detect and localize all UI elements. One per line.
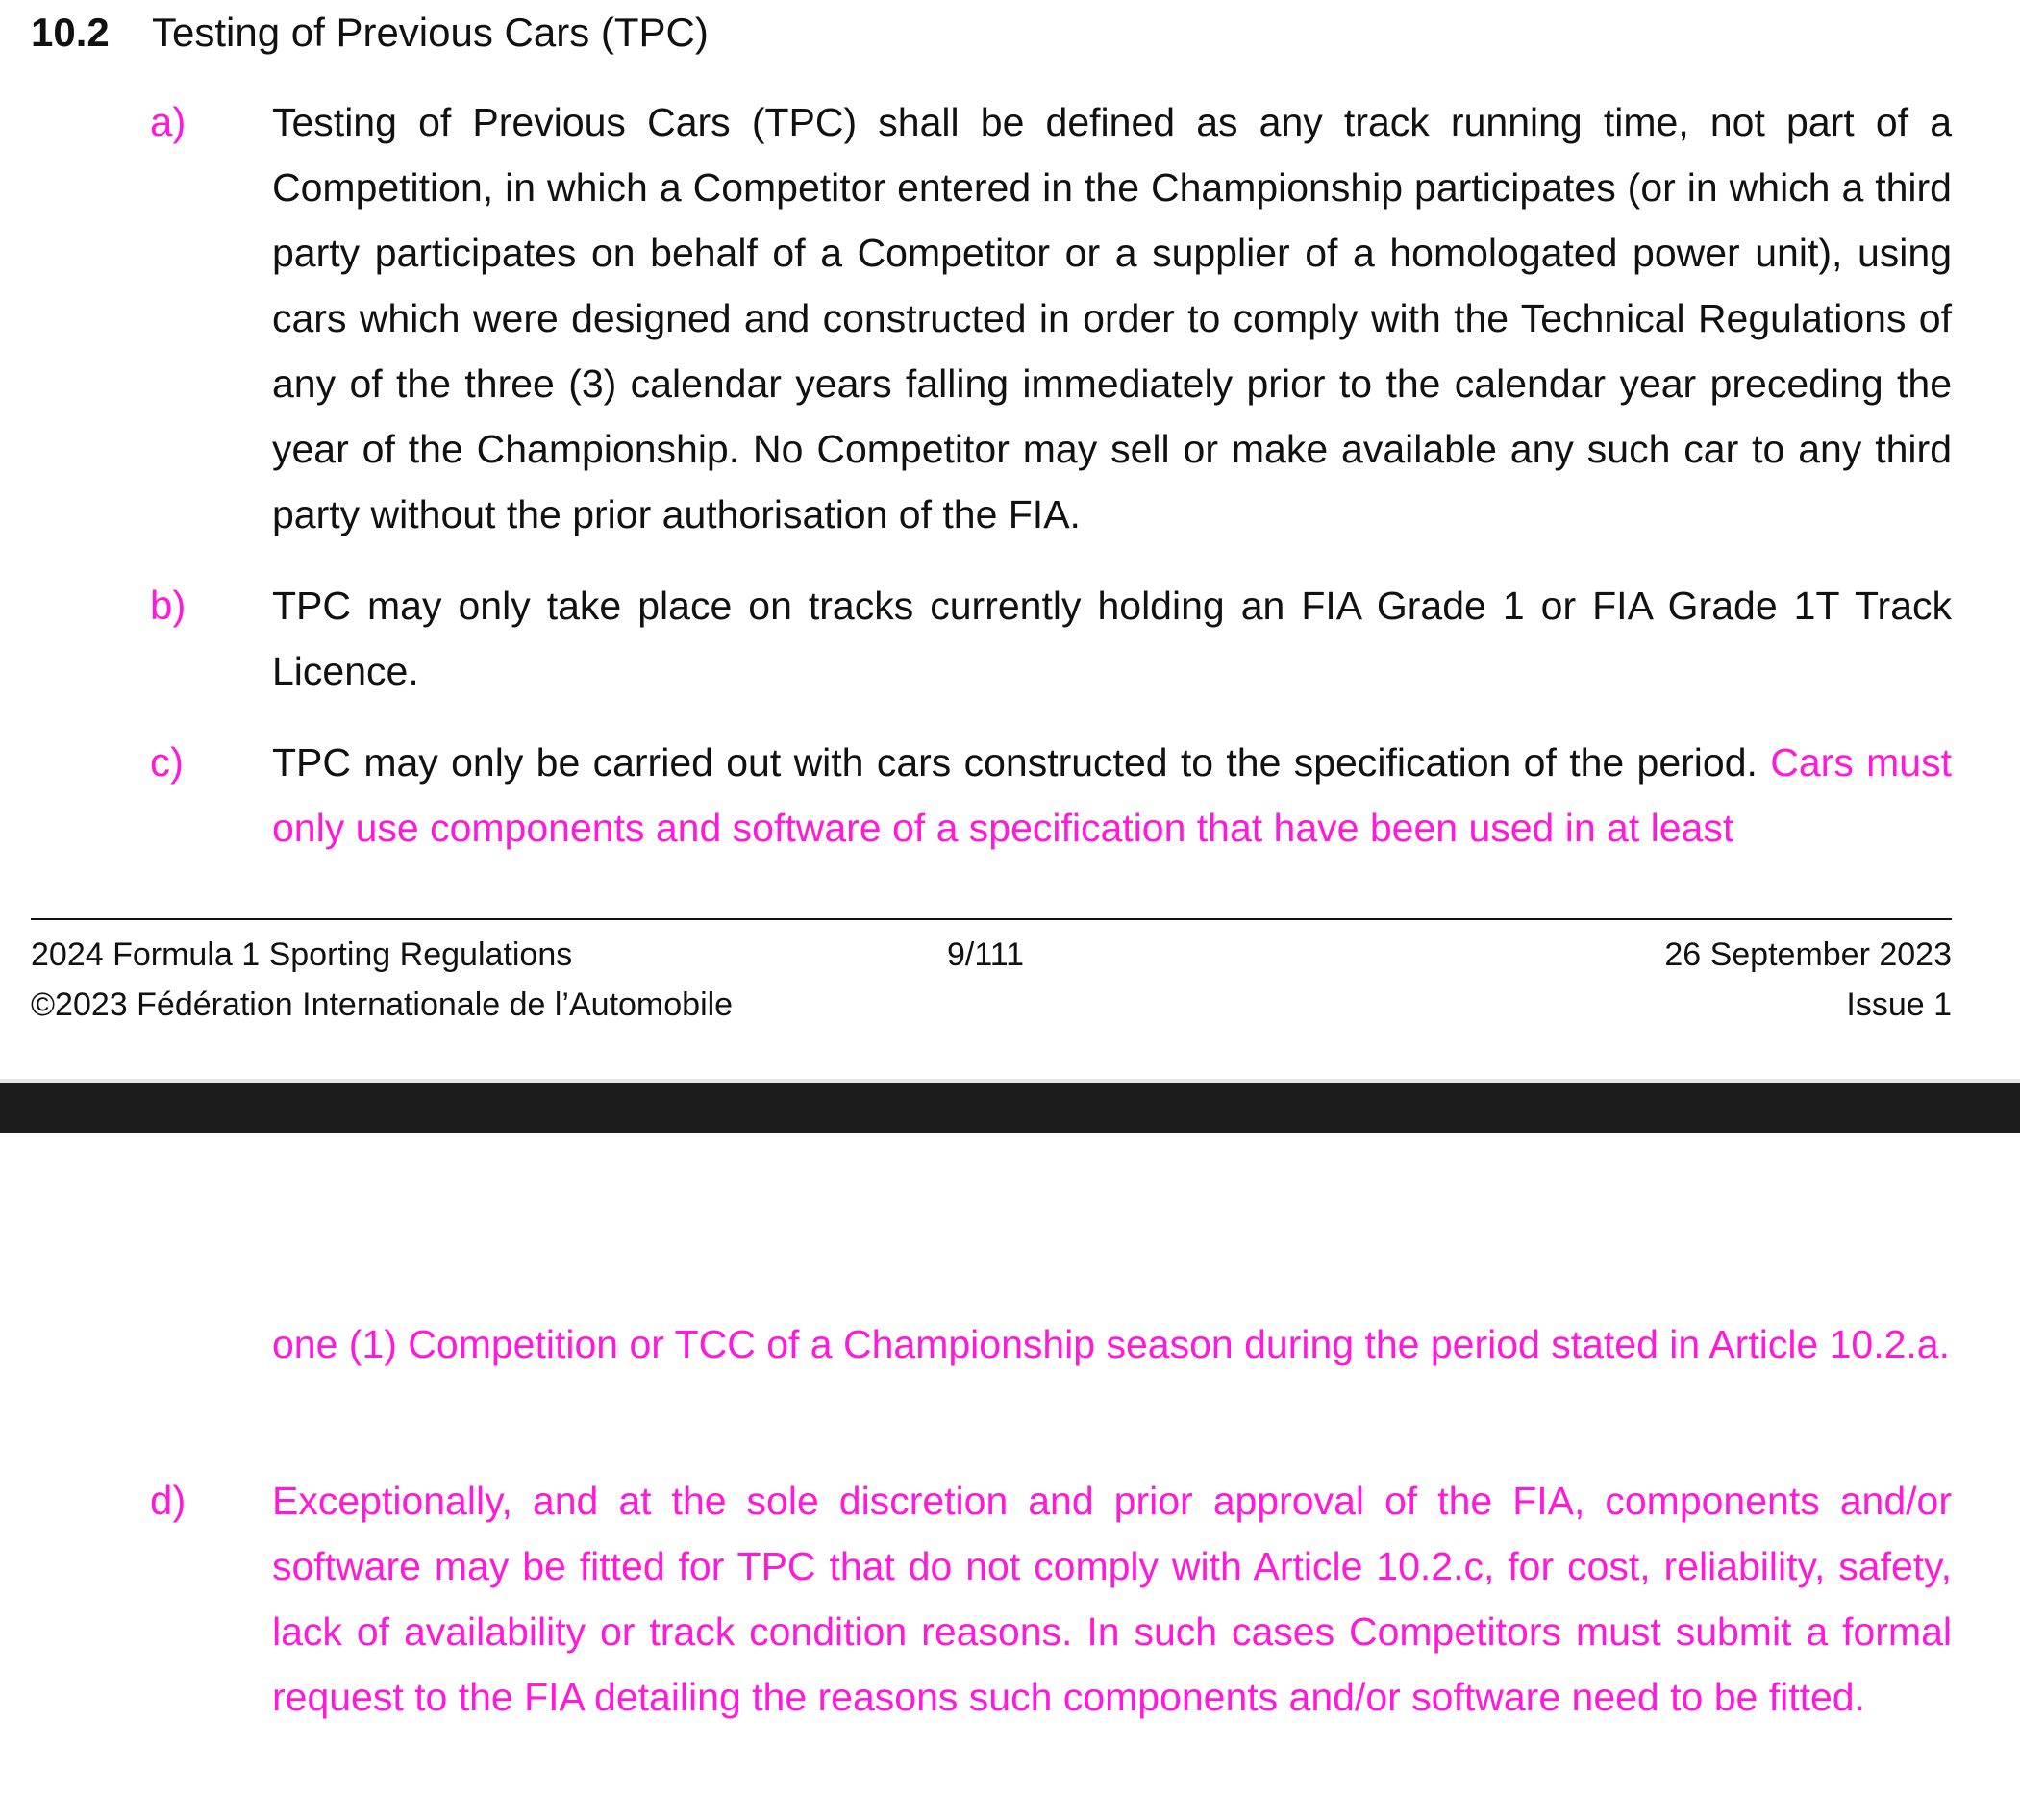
section-number: 10.2 — [31, 10, 110, 55]
footer-date: 26 September 2023 — [1664, 936, 1952, 973]
footer-doc-title: 2024 Formula 1 Sporting Regulations — [31, 936, 573, 973]
item-label-b: b) — [150, 583, 187, 628]
item-text-c-main: TPC may only be carried out with cars constructed to the specification of the period. — [272, 740, 1758, 785]
item-text-b: TPC may only take place on tracks currently holding an FIA Grade 1 or FIA Grade 1T Track Licence. — [272, 584, 1952, 693]
item-text-c — [272, 730, 1952, 860]
item-label-a: a) — [150, 99, 187, 144]
footer-page-number: 9/111 — [947, 936, 1025, 973]
document-page-bottom — [0, 1133, 2020, 1820]
page-separator — [0, 1079, 2020, 1133]
item-label-c: c) — [150, 739, 184, 785]
section-title: Testing of Previous Cars (TPC) — [152, 10, 709, 55]
footer-divider — [31, 918, 1952, 920]
item-text-c-highlight: Cars must only use components and software of a specification that have been used in at least — [272, 740, 1952, 850]
item-text-c-continuation: one (1) Competition or TCC of a Championship season during the period stated in Article 10.2.a. — [272, 1322, 1951, 1366]
section-heading — [31, 6, 709, 60]
footer-copyright: ©2023 Fédération Internationale de l’Automobile — [31, 986, 734, 1023]
footer-issue: Issue 1 — [1846, 986, 1952, 1023]
item-label-d: d) — [150, 1478, 187, 1523]
item-text-a: Testing of Previous Cars (TPC) shall be defined as any track running time, not part of a Competition, in which a Competitor entered in the Championship participates (or in which a third party participates on behalf of a Competitor or a supplier of a homologated power unit), using cars which were designed and constructed in order to comply with the Technical Regulations of any of the three (3) calendar years falling immediately prior to the calendar year preceding the year of the Championship. No Competitor may sell or make available any such car to any third party without the prior authorisation of the FIA. — [272, 100, 1952, 536]
item-text-d: Exceptionally, and at the sole discretion and prior approval of the FIA, components and/or software may be fitted for TPC that do not comply with Article 10.2.c, for cost, reliability, safety, lack of availability or track condition reasons. In such cases Competitors must submit a formal request to the FIA detailing the reasons such components and/or software need to be fitted. — [272, 1479, 1952, 1719]
